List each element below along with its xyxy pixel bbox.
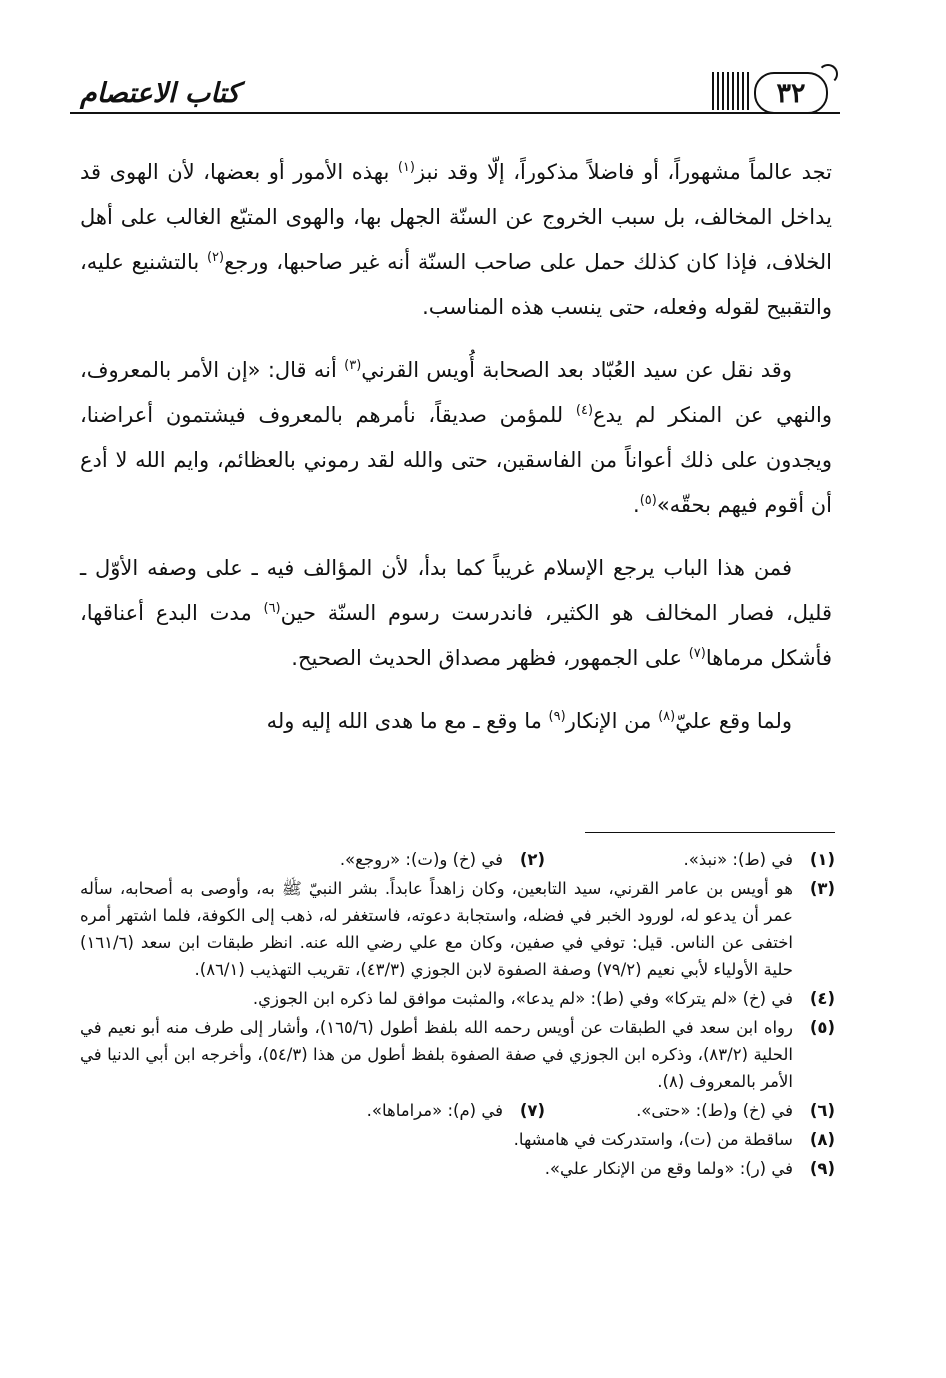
footnote-ref-8: (٨) — [658, 709, 676, 724]
footnote-text: رواه ابن سعد في الطبقات عن أويس رحمه الله بلفظ أطول (١٦٥/٦)، وأشار إلى طرف منه أبو نعيم في الحلية (٨٣/٢)، وذكره ابن الجوزي في صفة الصفوة بلفظ أطول من هذا (٥٤/٣)، وأخرجه ابن أبي الدنيا في الأمر بالمعروف (٨). — [80, 1018, 794, 1091]
text-span: على الجمهور، فظهر مصداق الحديث الصحيح. — [291, 646, 689, 670]
footnote-text: في (خ) «لم يتركا» وفي (ط): «لم يدعا»، والمثبت موافق لما ذكره ابن الجوزي. — [252, 989, 793, 1008]
footnote-ref-2: (٢) — [206, 250, 225, 265]
text-span: أنه قال: «إن الأمر بالمعروف، والنهي عن المنكر لم يدع — [80, 358, 832, 427]
text-span: بالتشنيع عليه، والتقبيح لقوله وفعله، حتى ينسب هذه المناسب. — [80, 250, 832, 319]
text-span: ولما وقع عليّ — [675, 709, 792, 733]
footnote-separator — [585, 832, 835, 833]
footnote-ref-4: (٤) — [575, 403, 594, 418]
footnote-8 — [80, 1126, 835, 1153]
footnote-text: في (خ) و(ط): «حتى». — [636, 1101, 793, 1120]
footnote-text: في (خ) و(ت): «روجع». — [339, 850, 503, 869]
footnote-3 — [80, 875, 835, 983]
paragraph-3 — [80, 546, 832, 681]
text-span: وقد نقل عن سيد العُبّاد بعد الصحابة أُويس القرني — [361, 358, 792, 382]
footnote-row-1-2 — [80, 846, 835, 873]
footnote-number: (٥) — [809, 1018, 835, 1037]
footnote-text: في (م): «مراماها». — [366, 1101, 503, 1120]
footnote-ref-6: (٦) — [263, 601, 281, 616]
paragraph-1 — [80, 150, 832, 330]
footnote-1 — [545, 846, 835, 873]
footnote-text: ساقطة من (ت)، واستدركت في هامشها. — [513, 1130, 793, 1149]
footnote-ref-7: (٧) — [688, 646, 706, 661]
paragraph-4 — [80, 699, 832, 744]
footnote-text: هو أويس بن عامر القرني، سيد التابعين، وكان زاهداً عابداً. بشر النبيّ ﷺ به، وأوصى به أصحابه، سأله عمر أن يدعو له، لورود الخبر في فضله، واستجابة دعوته، فاستغفر له، ذهب إلى الكوفة، فلما اشتهر أمره اختفى عن الناس. قيل: توفي في صفين، وكان مع علي رضي الله عنه. انظر طبقات ابن سعد (١٦١/٦) حلية الأولياء لأبي نعيم (٧٩/٢) وصفة الصفوة لابن الجوزي (٤٣/٣)، تقريب التهذيب (٨٦/١). — [80, 879, 793, 979]
running-title: كتاب الاعتصام — [80, 78, 240, 109]
page-number: ٣٢ — [754, 72, 828, 114]
footnote-number: (٨) — [809, 1130, 835, 1149]
text-span: مدت البدع أعناقها، فأشكل مرماها — [80, 601, 832, 670]
header-rule — [70, 112, 840, 114]
footnote-number: (٤) — [809, 989, 835, 1008]
footnote-9 — [80, 1155, 835, 1182]
footnote-ref-3: (٣) — [344, 358, 362, 373]
footnote-text: في (ط): «نبذ». — [683, 850, 793, 869]
footnote-number: (١) — [809, 850, 835, 869]
footnote-text: في (ر): «ولما وقع من الإنكار علي». — [544, 1159, 793, 1178]
footnote-ref-5: (٥) — [639, 493, 657, 508]
footnote-ref-9: (٩) — [548, 709, 566, 724]
text-span: ما وقع ـ مع ما هدى الله إليه وله — [266, 709, 549, 733]
ornament-curl-icon — [818, 64, 838, 84]
footnote-number: (٦) — [809, 1101, 835, 1120]
footnotes — [80, 846, 835, 1184]
page-header — [70, 70, 840, 122]
footnote-number: (٩) — [809, 1159, 835, 1178]
footnote-4 — [80, 985, 835, 1012]
footnote-ref-1: (١) — [397, 160, 415, 175]
footnote-2 — [255, 846, 545, 873]
main-text — [80, 150, 832, 762]
text-span: بهذه الأمور أو بعضها، لأن الهوى قد يداخل المخالف، بل سبب الخروج عن السنّة الجهل بها، والهوى المتبّع الغالب على أهل الخلاف، فإذا كان كذلك حمل على صاحب السنّة أنه غير صاحبها، ورجع — [80, 160, 832, 274]
footnote-5 — [80, 1014, 835, 1095]
header-ornament — [712, 72, 750, 110]
text-span: تجد عالماً مشهوراً، أو فاضلاً مذكوراً، إلّا وقد نبز — [414, 160, 832, 184]
footnote-7 — [255, 1097, 545, 1124]
footnote-number: (٢) — [519, 850, 545, 869]
text-span: فمن هذا الباب يرجع الإسلام غريباً كما بدأ، لأن المؤالف فيه ـ على وصفه الأوّل ـ قليل، فصار المخالف هو الكثير، فاندرست رسوم السنّة حين — [80, 556, 832, 625]
footnote-6 — [545, 1097, 835, 1124]
paragraph-2 — [80, 348, 832, 528]
text-span: . — [633, 493, 640, 517]
footnote-number: (٧) — [519, 1101, 545, 1120]
footnote-row-6-7 — [80, 1097, 835, 1124]
text-span: من الإنكار — [565, 709, 659, 733]
footnote-number: (٣) — [809, 879, 835, 898]
text-span: للمؤمن صديقاً، نأمرهم بالمعروف فيشتمون أعراضنا، ويجدون على ذلك أعواناً من الفاسقين، حتى والله لقد رموني بالعظائم، وايم الله لا أدع أن أقوم فيهم بحقّه» — [80, 403, 832, 517]
